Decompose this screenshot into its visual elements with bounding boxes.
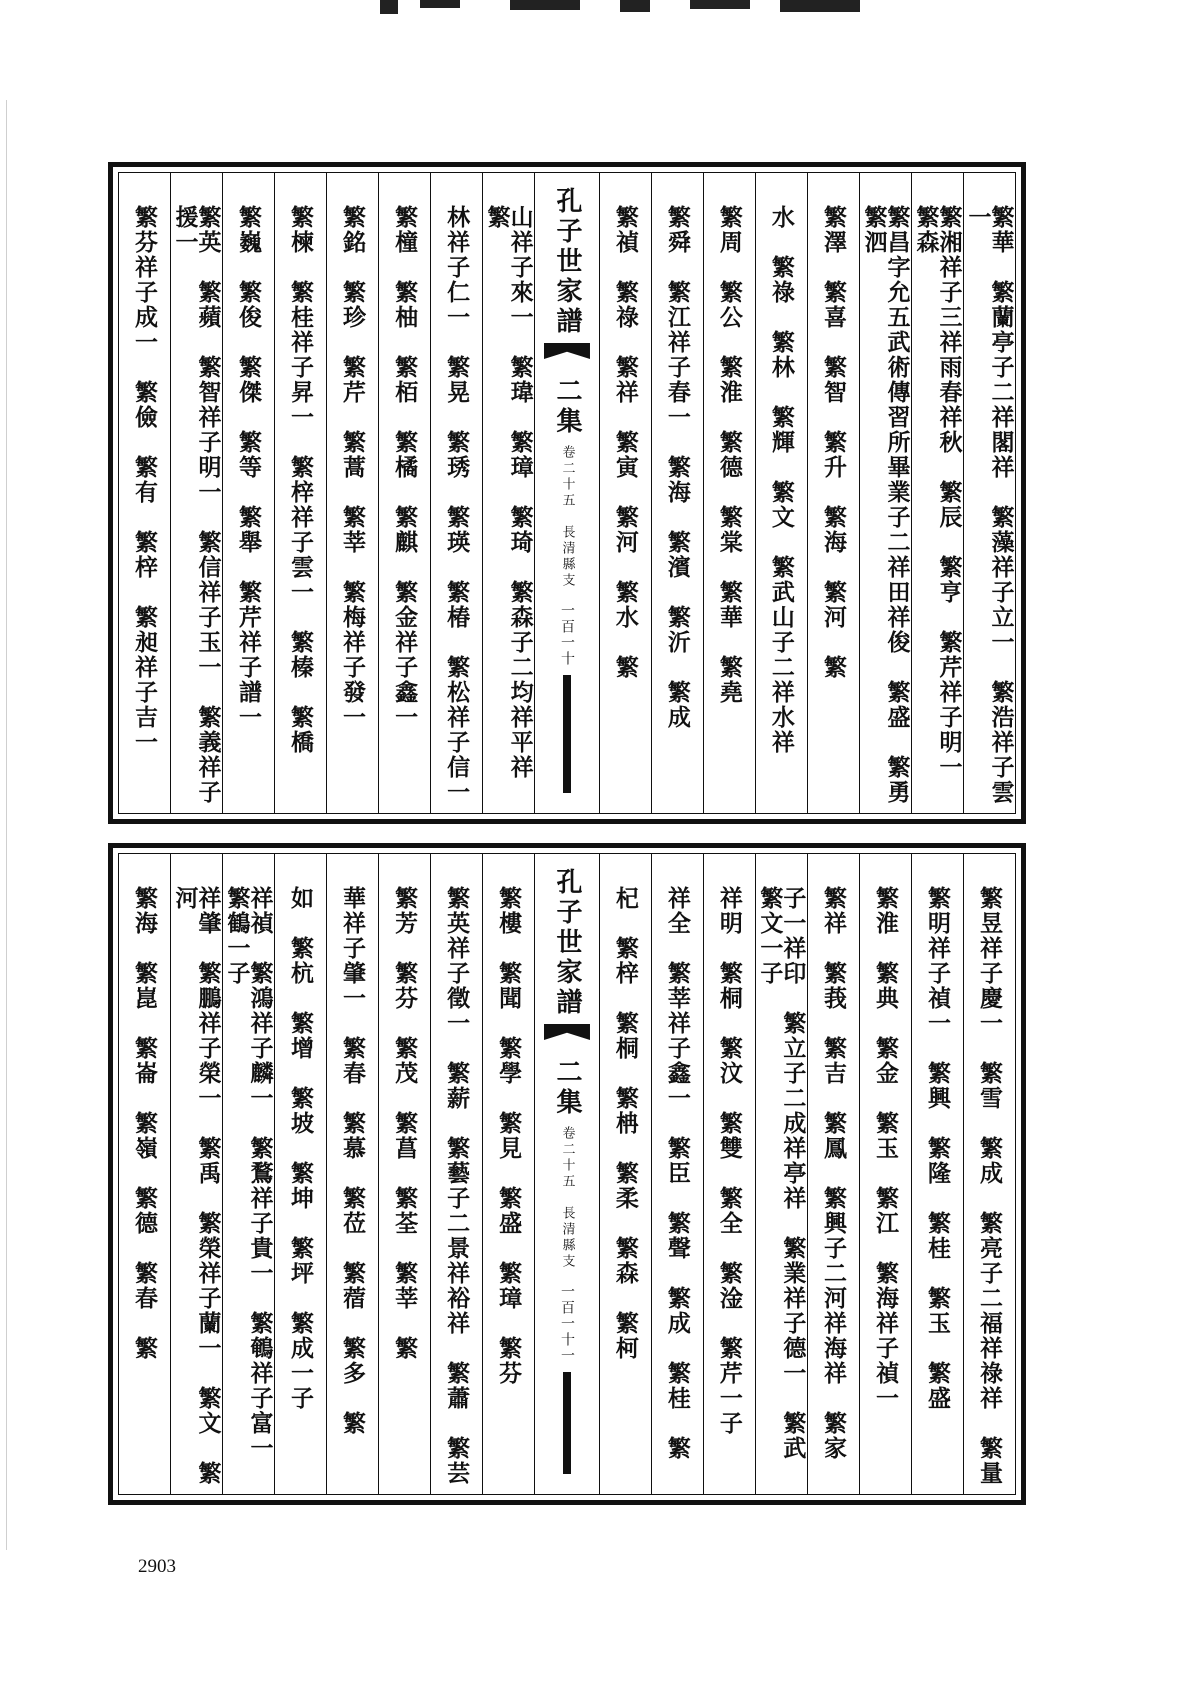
genealogy-column: 祥肇 繁鵬祥子榮一 繁禹 繁榮祥子蘭一 繁文 繁河 xyxy=(170,854,222,1494)
genealogy-column: 繁禎 繁祿 繁祥 繁寅 繁河 繁水 繁 xyxy=(599,173,651,813)
genealogy-column: 繁英 繁蘋 繁智祥子明一 繁信祥子玉一 繁義祥子援一 xyxy=(170,173,222,813)
genealogy-column: 繁明祥子禎一 繁興 繁隆 繁桂 繁玉 繁盛 xyxy=(911,854,963,1494)
genealogy-column: 繁巍 繁俊 繁傑 繁等 繁舉 繁芹祥子譜一 xyxy=(222,173,274,813)
genealogy-column: 繁湘祥子三祥雨春祥秋 繁辰 繁亨 繁芹祥子明一 繁森 xyxy=(911,173,963,813)
genealogy-column: 山祥子來一 繁瑋 繁璋 繁琦 繁森子二均祥平祥 繁 xyxy=(482,173,534,813)
genealogy-column: 祥全 繁莘祥子鑫一 繁臣 繁聲 繁成 繁桂 繁 xyxy=(651,854,703,1494)
chapter-info: 卷二十五 長清縣支 xyxy=(559,1126,575,1270)
genealogy-column: 繁芳 繁芬 繁茂 繁菖 繁荃 繁莘 繁 xyxy=(378,854,430,1494)
upper-genealogy-page xyxy=(108,162,1026,830)
genealogy-column: 繁銘 繁珍 繁芹 繁蒿 繁莘 繁梅祥子發一 xyxy=(326,173,378,813)
leaf-number: 一百一十 xyxy=(558,603,575,667)
scan-edge-line xyxy=(6,100,7,1550)
genealogy-column: 繁橦 繁柚 繁栢 繁橘 繁麒 繁金祥子鑫一 xyxy=(378,173,430,813)
genealogy-column: 祥禎 繁鴻祥子麟一 繁鶩祥子貴一 繁鵪祥子富一 繁鶴一子 xyxy=(222,854,274,1494)
genealogy-column: 繁昌字允五武術傳習所畢業子二祥田祥俊 繁盛 繁勇 繁泗 xyxy=(859,173,911,813)
genealogy-column: 水 繁祿 繁林 繁輝 繁文 繁武山子二祥水祥 xyxy=(755,173,807,813)
genealogy-column: 繁淮 繁典 繁金 繁玉 繁江 繁海祥子禎一 xyxy=(859,854,911,1494)
book-title: 孔子世家譜 xyxy=(551,868,582,1018)
genealogy-column: 繁海 繁崑 繁崙 繁嶺 繁德 繁春 繁 xyxy=(130,886,158,1361)
genealogy-column: 繁澤 繁喜 繁智 繁升 繁海 繁河 繁 xyxy=(807,173,859,813)
book-spine-column xyxy=(534,854,599,1494)
leaf-number: 一百一十一 xyxy=(558,1284,575,1364)
genealogy-column: 繁樓 繁聞 繁學 繁見 繁盛 繁璋 繁芬 xyxy=(482,854,534,1494)
book-title: 孔子世家譜 xyxy=(551,187,582,337)
genealogy-column: 杞 繁梓 繁桐 繁柟 繁柔 繁森 繁柯 xyxy=(599,854,651,1494)
genealogy-column: 林祥子仁一 繁晃 繁琇 繁瑛 繁椿 繁松祥子信一 xyxy=(430,173,482,813)
spine-bar xyxy=(563,675,571,793)
book-spine-column xyxy=(534,173,599,813)
volume-label: 二集 xyxy=(551,1058,582,1118)
fish-tail-mark xyxy=(544,1024,590,1040)
genealogy-column: 繁芬祥子成一 繁儉 繁有 繁梓 繁昶祥子吉一 xyxy=(130,205,158,755)
genealogy-column: 繁英祥子徵一 繁薪 繁藝子二景祥裕祥 繁蕭 繁芸 xyxy=(430,854,482,1494)
genealogy-column: 祥明 繁桐 繁汶 繁雙 繁全 繁淦 繁芹一子 xyxy=(703,854,755,1494)
volume-label: 二集 xyxy=(551,377,582,437)
genealogy-column: 繁昱祥子慶一 繁雪 繁成 繁亮子二福祥祿祥 繁量 xyxy=(963,854,1015,1494)
spine-bar xyxy=(563,1372,571,1474)
genealogy-column: 繁華 繁蘭亭子二祥閣祥 繁藻祥子立一 繁浩祥子雲一 xyxy=(963,173,1015,813)
fish-tail-mark xyxy=(544,343,590,359)
genealogy-column: 子一祥印 繁立子二成祥亭祥 繁業祥子德一 繁武 繁文一子 xyxy=(755,854,807,1494)
lower-genealogy-page xyxy=(108,843,1026,1505)
genealogy-column: 繁楝 繁桂祥子昇一 繁梓祥子雲一 繁榛 繁橋 xyxy=(274,173,326,813)
genealogy-column: 繁周 繁公 繁淮 繁德 繁棠 繁華 繁堯 xyxy=(703,173,755,813)
genealogy-column: 繁祥 繁莪 繁吉 繁鳳 繁興子二河祥海祥 繁家 xyxy=(807,854,859,1494)
genealogy-column: 如 繁杭 繁增 繁坡 繁坤 繁坪 繁成一子 xyxy=(274,854,326,1494)
chapter-info: 卷二十五 長清縣支 xyxy=(559,445,575,589)
genealogy-column: 華祥子肇一 繁春 繁慕 繁莅 繁蓿 繁多 繁 xyxy=(326,854,378,1494)
page-number: 2903 xyxy=(138,1556,176,1577)
genealogy-column: 繁舜 繁江祥子春一 繁海 繁濱 繁沂 繁成 xyxy=(651,173,703,813)
cropped-header-residue xyxy=(360,0,960,16)
